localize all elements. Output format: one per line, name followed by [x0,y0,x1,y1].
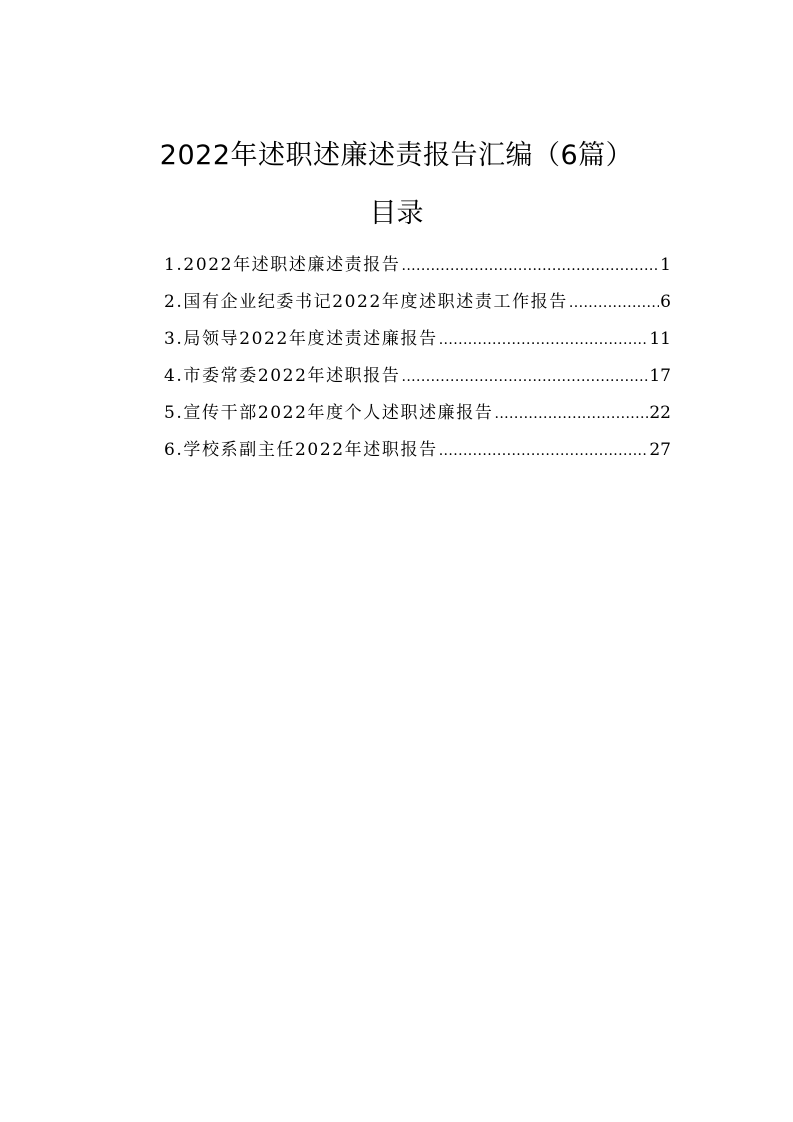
document-title: 2022年述职述廉述责报告汇编（6篇） [159,140,634,171]
toc-page-number: 27 [649,440,671,460]
toc-page-number: 11 [649,329,671,349]
toc-entry-label: 1.2022年述职述廉述责报告 [164,255,401,275]
toc-heading: 目录 [369,198,424,229]
toc-page-number: 1 [660,255,671,275]
toc-dot-leader [401,248,659,285]
toc-entry[interactable] [164,432,671,469]
toc-entry[interactable] [164,321,671,358]
table-of-contents [164,247,671,469]
toc-dot-leader [401,359,648,396]
toc-entry-label: 4.市委常委2022年述职报告 [164,366,401,386]
toc-entry-label: 6.学校系副主任2022年述职报告 [164,440,438,460]
toc-entry-label: 5.宣传干部2022年度个人述职述廉报告 [164,403,494,423]
toc-dot-leader [439,433,649,470]
toc-entry[interactable] [164,358,671,395]
toc-page-number: 17 [649,366,671,386]
toc-entry[interactable] [164,247,671,284]
toc-entry[interactable] [164,395,671,432]
toc-page-number: 6 [660,292,671,312]
toc-entry[interactable] [164,284,671,321]
toc-dot-leader [439,322,649,359]
toc-dot-leader [569,285,659,322]
toc-entry-label: 3.局领导2022年度述责述廉报告 [164,329,438,349]
toc-page-number: 22 [649,403,671,423]
toc-entry-label: 2.国有企业纪委书记2022年度述职述责工作报告 [164,292,568,312]
toc-dot-leader [494,396,648,433]
